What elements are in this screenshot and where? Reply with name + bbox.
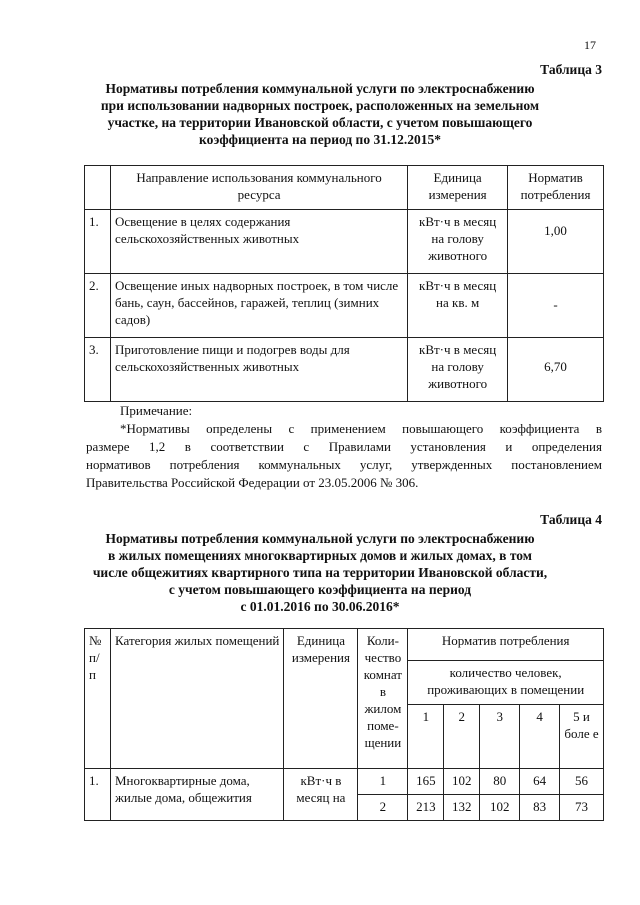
row-category: Многоквартирные дома, жилые дома, общежития	[110, 769, 284, 821]
table3-header-row	[85, 166, 604, 210]
table4-header-p2: 2	[444, 705, 480, 769]
table4-header-norm: Норматив потребления	[408, 629, 604, 661]
row-value: 56	[560, 769, 604, 795]
row-number: 3.	[85, 338, 111, 402]
table4-title-line: числе общежитиях квартирного типа на территории Ивановской области,	[92, 565, 548, 580]
table3-header-num	[85, 166, 111, 210]
row-number: 2.	[85, 274, 111, 338]
table3-label: Таблица 3	[540, 62, 602, 77]
row-norm: -	[508, 274, 604, 338]
row-unit: кВт·ч в месяц на кв. м	[408, 274, 508, 338]
table4-header-p5: 5 и боле е	[560, 705, 604, 769]
row-unit: кВт·ч в месяц на голову животного	[408, 210, 508, 274]
row-direction: Освещение иных надворных построек, в том числе бань, саун, бассейнов, гаражей, теплиц (зимних садов)	[110, 274, 407, 338]
table3-header-unit: Единица измерения	[408, 166, 508, 210]
table-row	[85, 338, 604, 402]
table4-label: Таблица 4	[540, 512, 602, 527]
page-number: 17	[584, 38, 596, 52]
row-value: 213	[408, 795, 444, 821]
row-value: 165	[408, 769, 444, 795]
row-value: 83	[520, 795, 560, 821]
table-row	[85, 210, 604, 274]
note-title: Примечание:	[120, 403, 193, 418]
note-line: нормативов потребления коммунальных услуг, утвержденных постановлением	[86, 457, 602, 472]
row-value: 80	[480, 769, 520, 795]
table4-header-category: Категория жилых помещений	[110, 629, 284, 769]
table4-title-line: в жилых помещениях многоквартирных домов и жилых домах, в том	[108, 548, 532, 563]
table-row	[85, 769, 604, 795]
table4-title-line: с учетом повышающего коэффициента на период	[168, 582, 472, 597]
row-rooms: 1	[358, 769, 408, 795]
row-rooms: 2	[358, 795, 408, 821]
row-value: 102	[480, 795, 520, 821]
row-direction: Приготовление пищи и подогрев воды для сельскохозяйственных животных	[110, 338, 407, 402]
row-value: 73	[560, 795, 604, 821]
row-unit: кВт·ч в месяц на голову животного	[408, 338, 508, 402]
table4-header-unit: Единица измерения	[284, 629, 358, 769]
table4-title-line: Нормативы потребления коммунальной услуги по электроснабжению	[105, 531, 535, 546]
row-value: 132	[444, 795, 480, 821]
table4-title-line: с 01.01.2016 по 30.06.2016*	[240, 599, 400, 614]
table3	[84, 165, 604, 402]
row-norm: 6,70	[508, 338, 604, 402]
table3-title-line: Нормативы потребления коммунальной услуги по электроснабжению	[105, 81, 535, 96]
row-direction: Освещение в целях содержания сельскохозяйственных животных	[110, 210, 407, 274]
table4-header-people: количество человек, проживающих в помещении	[408, 661, 604, 705]
table4-header-num: № п/п	[85, 629, 111, 769]
table3-header-norm: Норматив потребления	[508, 166, 604, 210]
table3-header-direction: Направление использования коммунального ресурса	[110, 166, 407, 210]
row-unit: кВт·ч в месяц на	[284, 769, 358, 821]
table4-header-p1: 1	[408, 705, 444, 769]
table4	[84, 628, 604, 821]
note-line: Правительства Российской Федерации от 23.05.2006 № 306.	[86, 475, 419, 490]
table3-title-line: при использовании надворных построек, расположенных на земельном	[100, 98, 540, 113]
row-number: 1.	[85, 769, 111, 821]
table4-title	[70, 530, 570, 615]
table-row	[85, 274, 604, 338]
table4-header-p3: 3	[480, 705, 520, 769]
table4-header-row	[85, 629, 604, 661]
table3-title-line: коэффициента на период по 31.12.2015*	[199, 132, 441, 147]
table3-title-line: участке, на территории Ивановской области, с учетом повышающего	[107, 115, 533, 130]
row-norm: 1,00	[508, 210, 604, 274]
row-number: 1.	[85, 210, 111, 274]
table4-header-rooms: Коли-чество комнат в жилом поме-щении	[358, 629, 408, 769]
note-line: размере 1,2 в соответствии с Правилами установления и определения	[86, 439, 602, 454]
note-line: *Нормативы определены с применением повышающего коэффициента в	[120, 421, 602, 436]
table4-header-p4: 4	[520, 705, 560, 769]
table3-note	[86, 402, 602, 492]
row-value: 64	[520, 769, 560, 795]
row-value: 102	[444, 769, 480, 795]
table3-title	[70, 80, 570, 148]
